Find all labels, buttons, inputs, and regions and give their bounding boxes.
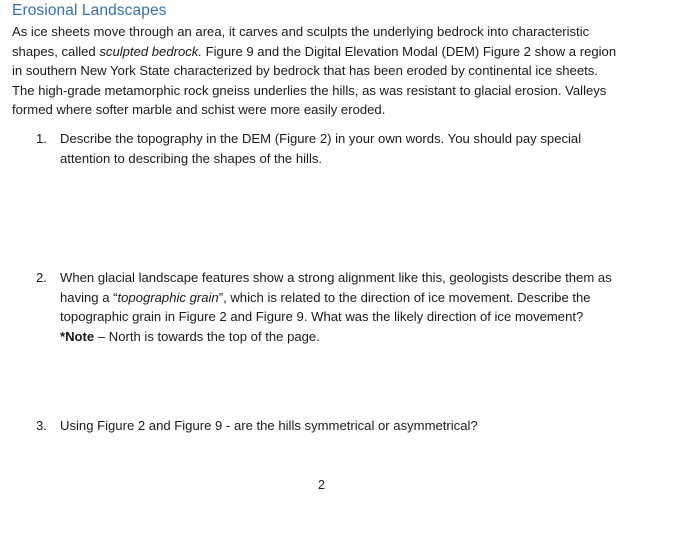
- intro-line-2-start: shapes, called: [12, 43, 100, 59]
- question-2-line-1: When glacial landscape features show a strong alignment like this, geologists describe them as: [60, 270, 612, 285]
- note-label: *Note: [60, 328, 95, 344]
- question-2-line-2: [60, 288, 660, 308]
- intro-line-2: [12, 42, 652, 62]
- question-number: 3.: [36, 418, 47, 433]
- intro-line-5: formed where softer marble and schist were more easily eroded.: [12, 102, 386, 118]
- intro-paragraph: [12, 22, 652, 120]
- question-text: [60, 268, 660, 346]
- topographic-grain-term: topographic grain: [117, 289, 219, 305]
- intro-line-1: As ice sheets move through an area, it carves and sculpts the underlying bedrock into characteristic: [12, 24, 590, 39]
- question-3-line-1: Using Figure 2 and Figure 9 - are the hills symmetrical or asymmetrical?: [60, 418, 478, 433]
- question-2-line-3: topographic grain in Figure 2 and Figure 9. What was the likely direction of ice movement?: [60, 309, 584, 325]
- question-number: 2.: [36, 270, 47, 285]
- question-1-line-1: Describe the topography in the DEM (Figure 2) in your own words. You should pay special: [60, 131, 582, 146]
- intro-line-4: The high-grade metamorphic rock gneiss underlies the hills, as was resistant to glacial erosion. Valleys: [12, 82, 607, 98]
- sculpted-bedrock-term: sculpted bedrock.: [99, 43, 202, 59]
- question-number: 1.: [36, 131, 47, 146]
- note-text: – North is towards the top of the page.: [94, 328, 320, 344]
- intro-line-3: in southern New York State characterized by bedrock that has been eroded by continental ice sheets.: [12, 63, 598, 79]
- question-1-line-2: attention to describing the shapes of the hills.: [60, 150, 323, 166]
- question-text: [60, 416, 660, 436]
- page-number: 2: [318, 478, 325, 492]
- question-2-line-2-start: having a “: [60, 289, 118, 305]
- section-heading: Erosional Landscapes: [12, 2, 167, 19]
- question-text: [60, 129, 660, 168]
- intro-line-2-end: Figure 9 and the Digital Elevation Modal (DEM) Figure 2 show a region: [202, 43, 617, 59]
- question-2-line-2-end: ”, which is related to the direction of ice movement. Describe the: [218, 289, 591, 305]
- question-2-note: [60, 327, 660, 347]
